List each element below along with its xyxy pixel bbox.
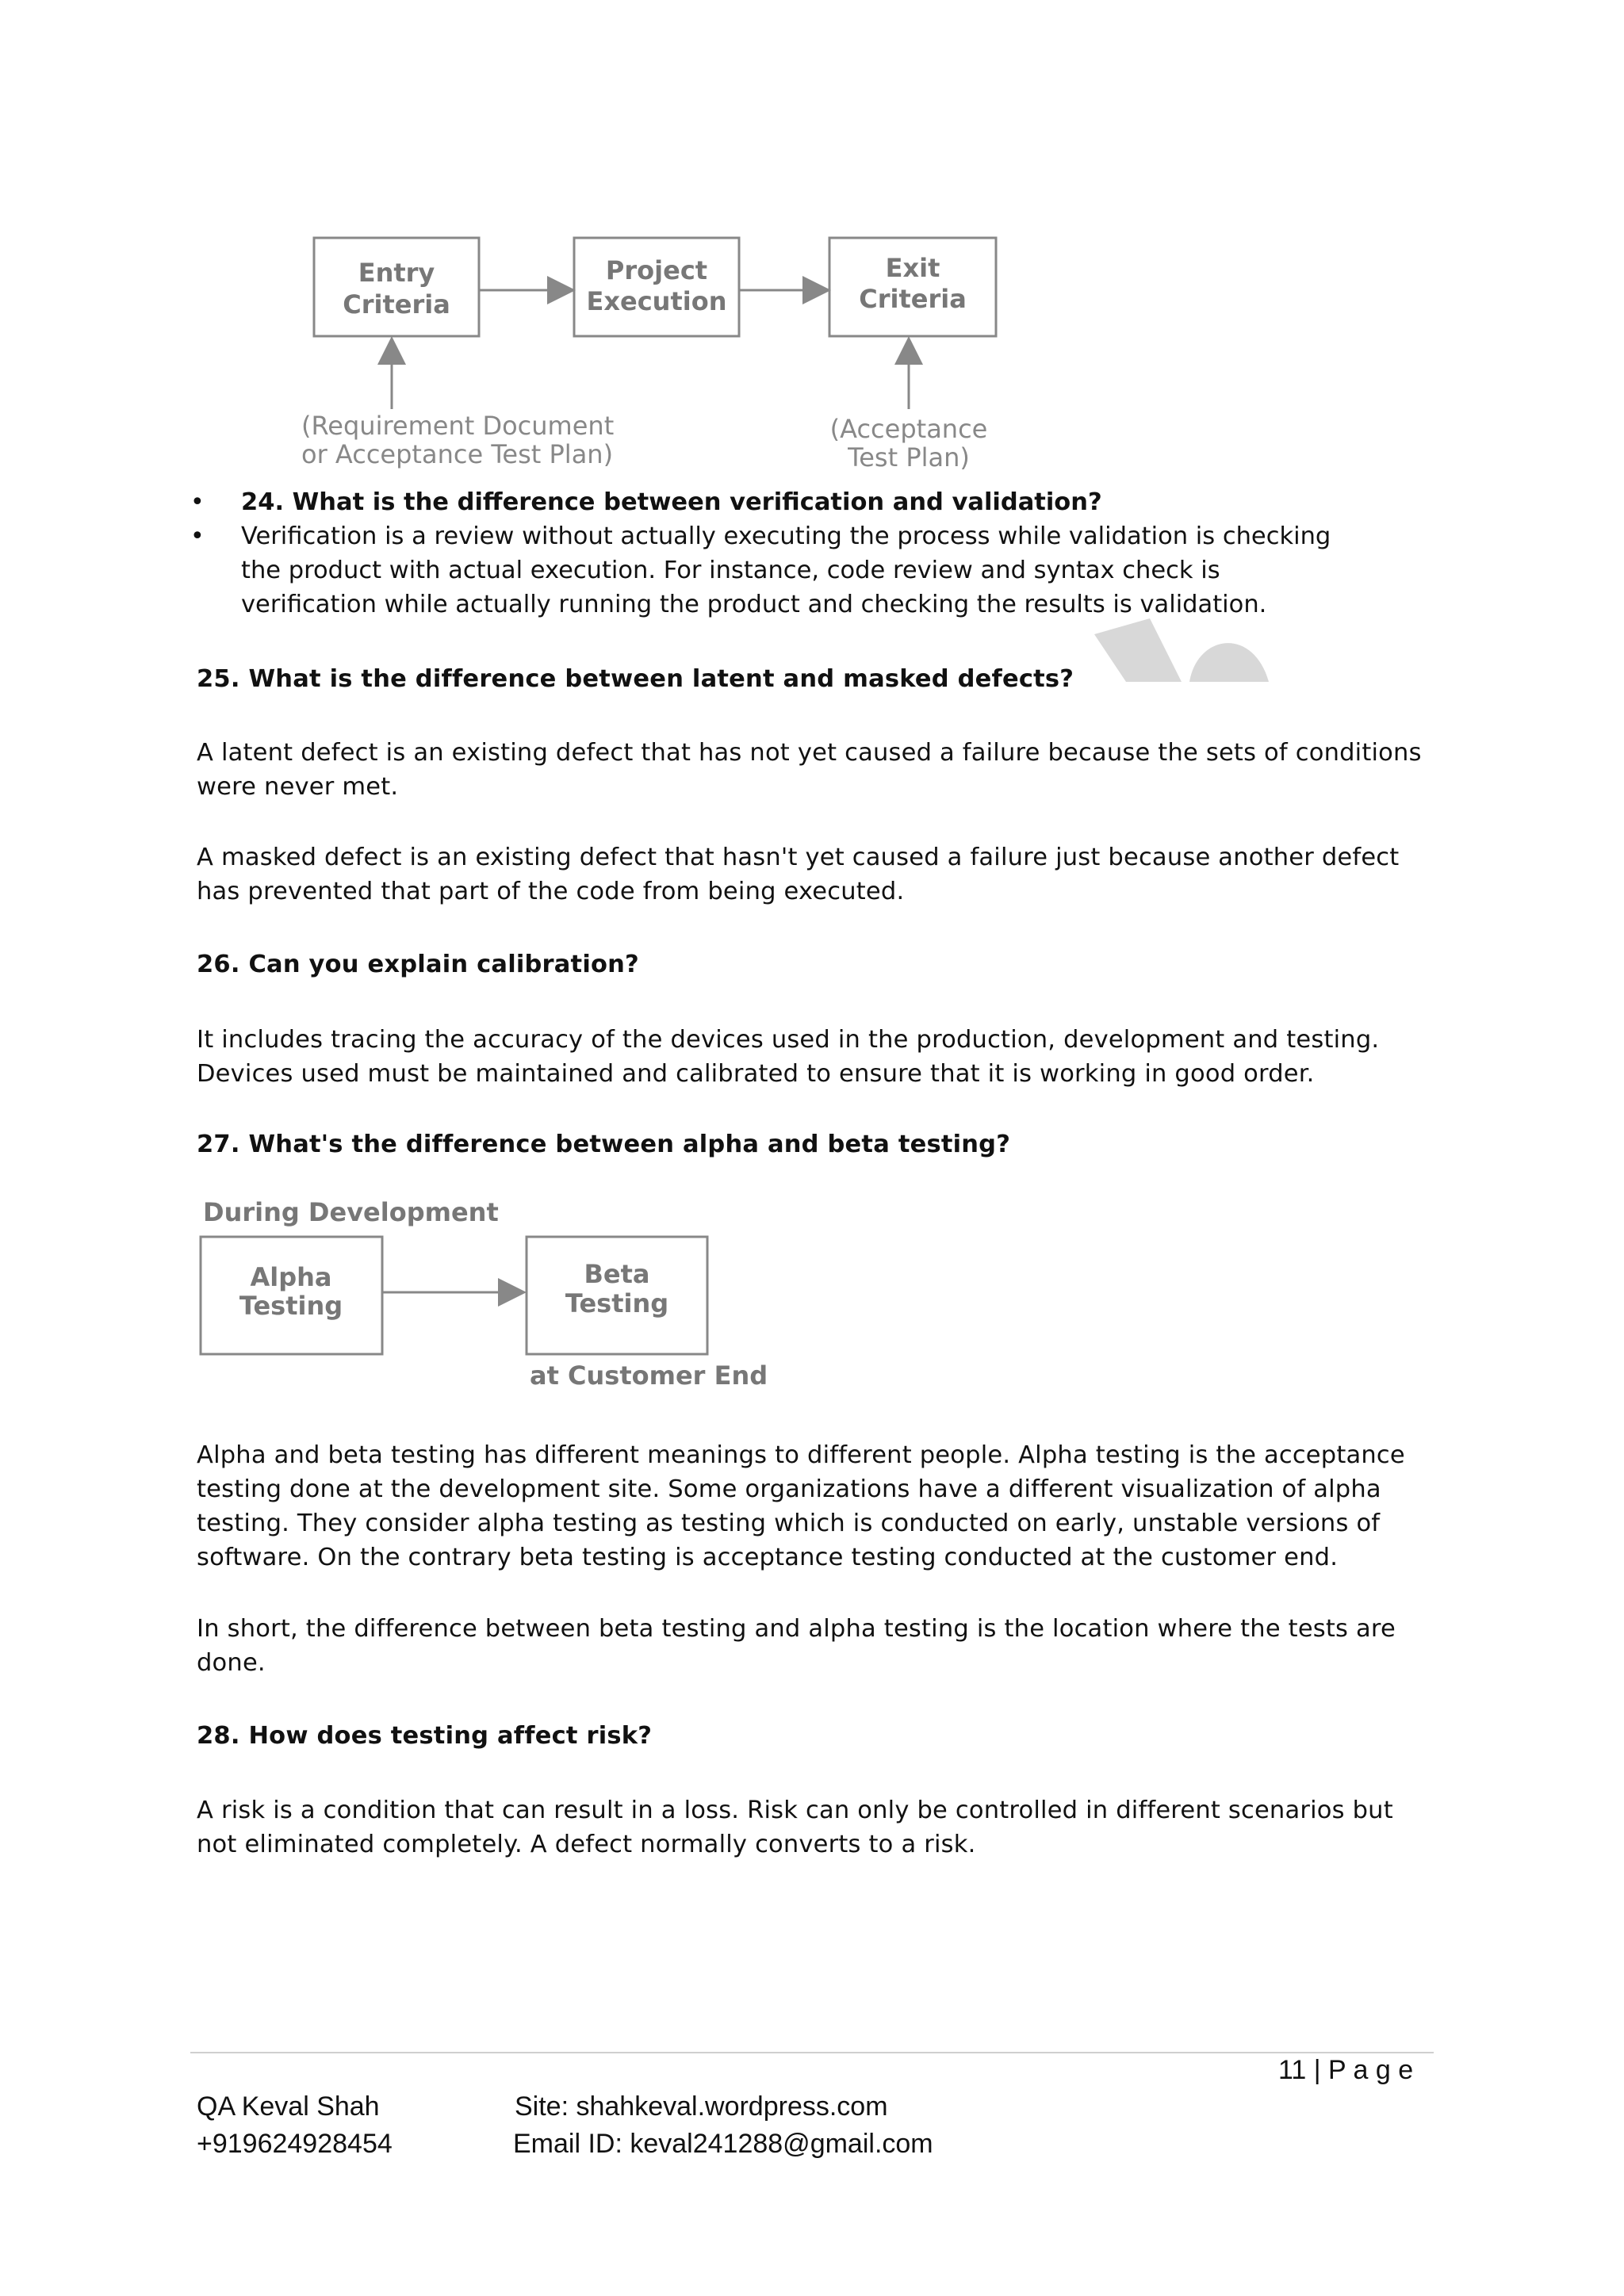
note-left-line2: or Acceptance Test Plan) bbox=[301, 439, 614, 469]
q25-p2-line: has prevented that part of the code from being executed. bbox=[197, 878, 905, 905]
beta-testing-line1: Beta bbox=[584, 1259, 650, 1289]
project-execution-line1: Project bbox=[605, 255, 708, 285]
q25-p1-line: A latent defect is an existing defect that has not yet caused a failure because the sets of conditions bbox=[197, 739, 1422, 767]
q25-paragraph-2 bbox=[197, 840, 1434, 909]
note-right-line1: (Acceptance bbox=[829, 414, 988, 444]
q25-paragraph-1 bbox=[197, 736, 1434, 804]
q27-p1-line: Alpha and beta testing has different meanings to different people. Alpha testing is the acceptance bbox=[197, 1441, 1405, 1469]
bullet-icon: • bbox=[190, 522, 205, 550]
alpha-testing-line2: Testing bbox=[239, 1291, 343, 1321]
footer-phone: +919624928454 bbox=[197, 2129, 393, 2159]
project-execution-line2: Execution bbox=[586, 286, 727, 316]
q27-p2-line: In short, the difference between beta testing and alpha testing is the location where the tests are bbox=[197, 1615, 1396, 1643]
beta-testing-line2: Testing bbox=[565, 1288, 669, 1318]
entry-criteria-line2: Criteria bbox=[343, 289, 450, 320]
q27-p2-line: done. bbox=[197, 1649, 266, 1677]
footer-divider bbox=[190, 2052, 1434, 2053]
footer-site: Site: shahkeval.wordpress.com bbox=[515, 2091, 888, 2122]
q26-p1-line: Devices used must be maintained and calibrated to ensure that it is working in good order. bbox=[197, 1060, 1315, 1088]
q24-answer-item bbox=[190, 519, 1431, 622]
q27-paragraph-1 bbox=[197, 1438, 1434, 1575]
footer-name: QA Keval Shah bbox=[197, 2091, 380, 2122]
note-right-line2: Test Plan) bbox=[848, 442, 970, 473]
process-flow-diagram bbox=[285, 222, 1031, 484]
q28-p1-line: not eliminated completely. A defect normally converts to a risk. bbox=[197, 1831, 976, 1858]
q24-answer-line: the product with actual execution. For instance, code review and syntax check is bbox=[241, 557, 1220, 584]
exit-criteria-line2: Criteria bbox=[859, 284, 967, 314]
q27-p1-line: testing. They consider alpha testing as testing which is conducted on early, unstable versions of bbox=[197, 1510, 1381, 1537]
q27-p1-line: software. On the contrary beta testing is acceptance testing conducted at the customer end. bbox=[197, 1544, 1339, 1571]
q28-p1-line: A risk is a condition that can result in a loss. Risk can only be controlled in different scenarios but bbox=[197, 1797, 1393, 1824]
q26-question: 26. Can you explain calibration? bbox=[197, 951, 639, 978]
q25-question: 25. What is the difference between latent and masked defects? bbox=[197, 665, 1074, 693]
q25-p1-line: were never met. bbox=[197, 773, 399, 801]
exit-criteria-line1: Exit bbox=[885, 253, 940, 283]
alpha-beta-diagram bbox=[190, 1189, 777, 1403]
q24-question-item bbox=[190, 485, 1431, 519]
alpha-testing-line1: Alpha bbox=[250, 1262, 332, 1292]
q26-p1-line: It includes tracing the accuracy of the devices used in the production, development and testing. bbox=[197, 1026, 1380, 1054]
q24-question: 24. What is the difference between verification and validation? bbox=[241, 488, 1102, 516]
footer-email: Email ID: keval241288@gmail.com bbox=[513, 2129, 933, 2159]
q26-paragraph-1 bbox=[197, 1023, 1434, 1091]
q28-question: 28. How does testing affect risk? bbox=[197, 1722, 653, 1750]
note-left-line1: (Requirement Document bbox=[301, 411, 615, 441]
page-number: 11 | P a g e bbox=[1278, 2055, 1414, 2085]
q28-paragraph-1 bbox=[197, 1793, 1434, 1862]
q27-question: 27. What's the difference between alpha and beta testing? bbox=[197, 1131, 1011, 1158]
entry-criteria-line1: Entry bbox=[358, 258, 435, 288]
q27-p1-line: testing done at the development site. Some organizations have a different visualization of alpha bbox=[197, 1475, 1381, 1503]
bullet-icon: • bbox=[190, 488, 205, 516]
q27-paragraph-2 bbox=[197, 1612, 1434, 1680]
q24-answer-line: Verification is a review without actually executing the process while validation is checking bbox=[241, 522, 1331, 550]
q24-answer-line: verification while actually running the product and checking the results is validation. bbox=[241, 591, 1267, 618]
q25-p2-line: A masked defect is an existing defect that hasn't yet caused a failure just because another defect bbox=[197, 844, 1400, 871]
during-development-label: During Development bbox=[203, 1197, 499, 1227]
at-customer-end-label: at Customer End bbox=[530, 1360, 768, 1391]
q24-bullet-list bbox=[190, 485, 1431, 622]
